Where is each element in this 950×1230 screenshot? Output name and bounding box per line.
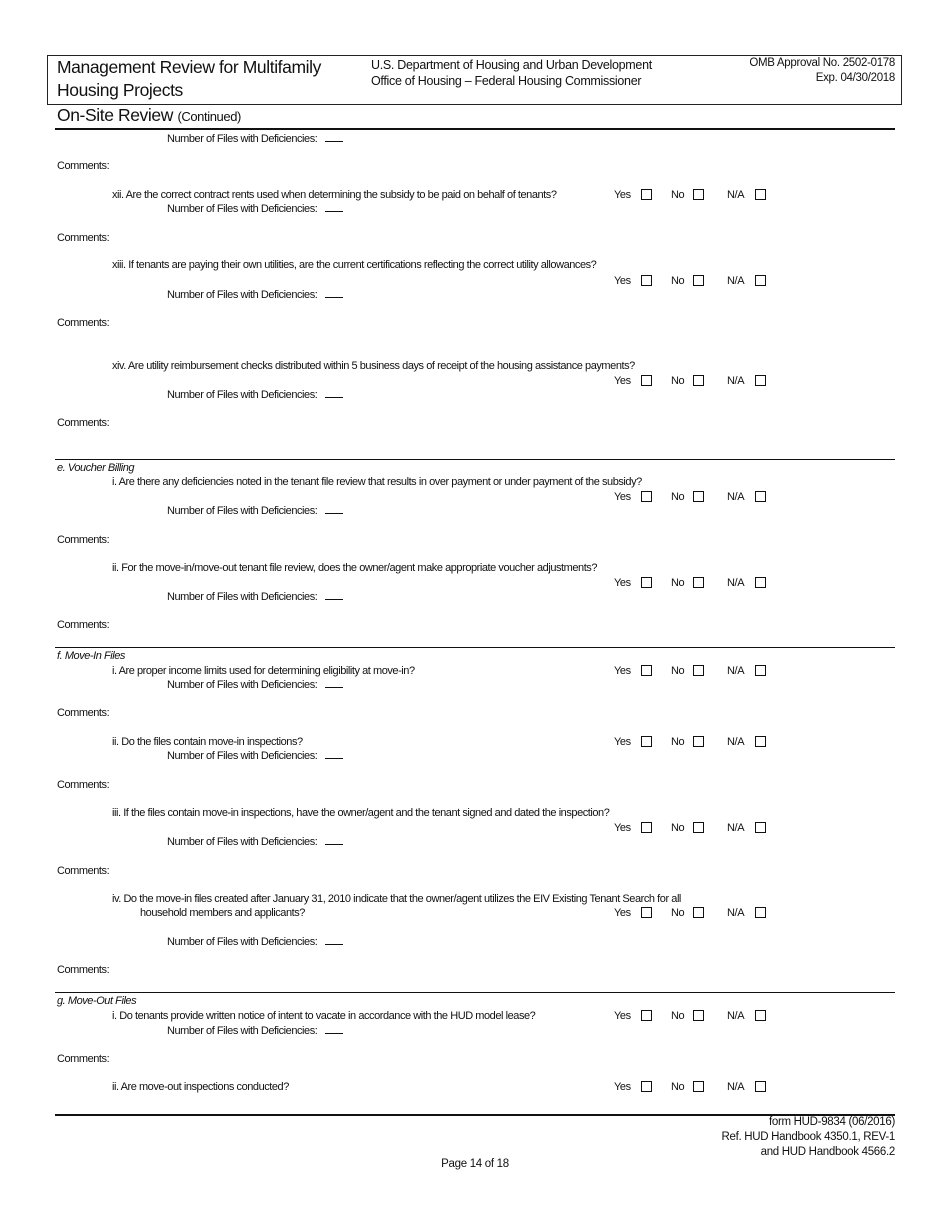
deficiency-count-field[interactable] bbox=[325, 202, 343, 212]
checkbox-yes[interactable] bbox=[641, 189, 652, 200]
answer-label-na: N/A bbox=[727, 189, 745, 201]
question-text: i. Do tenants provide written notice of intent to vacate in accordance with the HUD model lease? bbox=[112, 1010, 536, 1022]
deficiency-count-label: Number of Files with Deficiencies: bbox=[167, 289, 318, 301]
form-number: form HUD-9834 (06/2016) bbox=[768, 1116, 895, 1128]
checkbox-yes[interactable] bbox=[641, 1081, 652, 1092]
answer-label-no: No bbox=[671, 577, 685, 589]
dept-line-1: U.S. Department of Housing and Urban Development bbox=[371, 58, 652, 72]
question-text: ii. For the move-in/move-out tenant file review, does the owner/agent make appropriate voucher adjustments? bbox=[112, 562, 598, 574]
deficiency-count-field[interactable] bbox=[325, 678, 343, 688]
checkbox-no[interactable] bbox=[693, 275, 704, 286]
checkbox-no[interactable] bbox=[693, 907, 704, 918]
checkbox-yes[interactable] bbox=[641, 822, 652, 833]
checkbox-na[interactable] bbox=[755, 1010, 766, 1021]
question-text: iii. If the files contain move-in inspections, have the owner/agent and the tenant signed and dated the inspection? bbox=[112, 807, 610, 819]
omb-number: OMB Approval No. 2502-0178 bbox=[749, 57, 895, 69]
deficiency-count-row bbox=[167, 388, 343, 402]
answer-label-na: N/A bbox=[727, 822, 745, 834]
checkbox-yes[interactable] bbox=[641, 907, 652, 918]
subsection-heading: g. Move-Out Files bbox=[57, 995, 137, 1007]
answer-label-no: No bbox=[671, 189, 685, 201]
checkbox-yes[interactable] bbox=[641, 736, 652, 747]
checkbox-na[interactable] bbox=[755, 189, 766, 200]
checkbox-na[interactable] bbox=[755, 491, 766, 502]
form-reference bbox=[721, 1115, 895, 1160]
answer-label-yes: Yes bbox=[614, 907, 631, 919]
question-text: i. Are there any deficiencies noted in the tenant file review that results in over payment or under payment of the subsidy? bbox=[112, 476, 642, 488]
answer-label-na: N/A bbox=[727, 491, 745, 503]
checkbox-no[interactable] bbox=[693, 1010, 704, 1021]
answer-label-yes: Yes bbox=[614, 736, 631, 748]
comments-label: Comments: bbox=[57, 619, 110, 631]
answer-label-no: No bbox=[671, 1081, 685, 1093]
section-divider bbox=[55, 459, 895, 460]
answer-label-no: No bbox=[671, 736, 685, 748]
comments-label: Comments: bbox=[57, 779, 110, 791]
deficiency-count-label: Number of Files with Deficiencies: bbox=[167, 936, 318, 948]
section-name: On-Site Review bbox=[57, 105, 173, 125]
deficiency-count-label: Number of Files with Deficiencies: bbox=[167, 679, 318, 691]
deficiency-count-label: Number of Files with Deficiencies: bbox=[167, 836, 318, 848]
comments-label: Comments: bbox=[57, 417, 110, 429]
comments-label: Comments: bbox=[57, 1053, 110, 1065]
deficiency-count-field[interactable] bbox=[325, 835, 343, 845]
page-number: Page 14 of 18 bbox=[441, 1158, 509, 1170]
comments-label: Comments: bbox=[57, 160, 110, 172]
checkbox-yes[interactable] bbox=[641, 375, 652, 386]
answer-label-yes: Yes bbox=[614, 577, 631, 589]
deficiency-count-label: Number of Files with Deficiencies: bbox=[167, 1025, 318, 1037]
deficiency-count-label: Number of Files with Deficiencies: bbox=[167, 750, 318, 762]
checkbox-no[interactable] bbox=[693, 189, 704, 200]
deficiency-count-row bbox=[167, 590, 343, 604]
department bbox=[371, 57, 652, 89]
question-text: xii. Are the correct contract rents used when determining the subsidy to be paid on behalf of tenants? bbox=[112, 189, 557, 201]
dept-line-2: Office of Housing – Federal Housing Commissioner bbox=[371, 74, 642, 88]
section-divider bbox=[55, 992, 895, 993]
answer-label-yes: Yes bbox=[614, 665, 631, 677]
deficiency-count-label: Number of Files with Deficiencies: bbox=[167, 133, 318, 145]
comments-label: Comments: bbox=[57, 865, 110, 877]
checkbox-no[interactable] bbox=[693, 736, 704, 747]
question-text-continued: household members and applicants? bbox=[140, 907, 305, 919]
checkbox-na[interactable] bbox=[755, 275, 766, 286]
answer-label-na: N/A bbox=[727, 375, 745, 387]
checkbox-yes[interactable] bbox=[641, 275, 652, 286]
checkbox-no[interactable] bbox=[693, 665, 704, 676]
checkbox-na[interactable] bbox=[755, 736, 766, 747]
question-text: xiii. If tenants are paying their own utilities, are the current certifications reflecting the correct utility allowances? bbox=[112, 259, 597, 271]
question-text: xiv. Are utility reimbursement checks distributed within 5 business days of receipt of the housing assistance payments? bbox=[112, 360, 635, 372]
section-rule bbox=[55, 128, 895, 130]
deficiency-count-field[interactable] bbox=[325, 388, 343, 398]
answer-label-na: N/A bbox=[727, 577, 745, 589]
checkbox-na[interactable] bbox=[755, 907, 766, 918]
section-suffix: (Continued) bbox=[177, 109, 241, 124]
answer-label-yes: Yes bbox=[614, 491, 631, 503]
deficiency-count-field[interactable] bbox=[325, 749, 343, 759]
answer-label-na: N/A bbox=[727, 665, 745, 677]
question-text: ii. Do the files contain move-in inspections? bbox=[112, 736, 303, 748]
comments-label: Comments: bbox=[57, 232, 110, 244]
answer-label-yes: Yes bbox=[614, 822, 631, 834]
answer-label-no: No bbox=[671, 375, 685, 387]
deficiency-count-field[interactable] bbox=[325, 132, 343, 142]
answer-label-no: No bbox=[671, 907, 685, 919]
omb-expiration: Exp. 04/30/2018 bbox=[815, 72, 895, 84]
answer-label-yes: Yes bbox=[614, 375, 631, 387]
deficiency-count-field[interactable] bbox=[325, 504, 343, 514]
deficiency-count-label: Number of Files with Deficiencies: bbox=[167, 591, 318, 603]
comments-label: Comments: bbox=[57, 964, 110, 976]
answer-label-na: N/A bbox=[727, 1081, 745, 1093]
answer-label-no: No bbox=[671, 1010, 685, 1022]
title-line-2: Housing Projects bbox=[57, 80, 183, 100]
deficiency-count-row bbox=[167, 202, 343, 216]
comments-label: Comments: bbox=[57, 707, 110, 719]
section-divider bbox=[55, 647, 895, 648]
checkbox-no[interactable] bbox=[693, 491, 704, 502]
answer-label-yes: Yes bbox=[614, 189, 631, 201]
answer-label-na: N/A bbox=[727, 1010, 745, 1022]
checkbox-yes[interactable] bbox=[641, 1010, 652, 1021]
deficiency-count-label: Number of Files with Deficiencies: bbox=[167, 505, 318, 517]
title-line-1: Management Review for Multifamily bbox=[57, 57, 321, 77]
subsection-heading: e. Voucher Billing bbox=[57, 462, 135, 474]
deficiency-count-row bbox=[167, 288, 343, 302]
answer-label-na: N/A bbox=[727, 275, 745, 287]
answer-label-yes: Yes bbox=[614, 1010, 631, 1022]
checkbox-na[interactable] bbox=[755, 577, 766, 588]
answer-label-yes: Yes bbox=[614, 1081, 631, 1093]
checkbox-na[interactable] bbox=[755, 1081, 766, 1092]
answer-label-no: No bbox=[671, 275, 685, 287]
deficiency-count-row bbox=[167, 1024, 343, 1038]
comments-label: Comments: bbox=[57, 317, 110, 329]
deficiency-count-field[interactable] bbox=[325, 935, 343, 945]
deficiency-count-label: Number of Files with Deficiencies: bbox=[167, 203, 318, 215]
handbook-ref-2: and HUD Handbook 4566.2 bbox=[760, 1146, 895, 1158]
question-text: i. Are proper income limits used for determining eligibility at move-in? bbox=[112, 665, 415, 677]
question-text: iv. Do the move-in files created after January 31, 2010 indicate that the owner/agent utilizes the EIV Existing Tenant Search for all bbox=[112, 893, 681, 905]
answer-label-na: N/A bbox=[727, 907, 745, 919]
deficiency-count-field[interactable] bbox=[325, 590, 343, 600]
subsection-heading: f. Move-In Files bbox=[57, 650, 125, 662]
deficiency-count-row bbox=[167, 678, 343, 692]
answer-label-no: No bbox=[671, 491, 685, 503]
checkbox-na[interactable] bbox=[755, 375, 766, 386]
deficiency-count-field[interactable] bbox=[325, 288, 343, 298]
deficiency-count-row bbox=[167, 504, 343, 518]
section-title bbox=[57, 105, 241, 126]
checkbox-no[interactable] bbox=[693, 375, 704, 386]
answer-label-na: N/A bbox=[727, 736, 745, 748]
checkbox-yes[interactable] bbox=[641, 577, 652, 588]
omb-approval bbox=[749, 56, 895, 86]
answer-label-no: No bbox=[671, 822, 685, 834]
comments-label: Comments: bbox=[57, 534, 110, 546]
checkbox-no[interactable] bbox=[693, 577, 704, 588]
answer-label-no: No bbox=[671, 665, 685, 677]
deficiency-count-row bbox=[167, 132, 343, 146]
checkbox-no[interactable] bbox=[693, 822, 704, 833]
deficiency-count-row bbox=[167, 835, 343, 849]
deficiency-count-row bbox=[167, 749, 343, 763]
checkbox-na[interactable] bbox=[755, 822, 766, 833]
handbook-ref-1: Ref. HUD Handbook 4350.1, REV-1 bbox=[721, 1131, 895, 1143]
checkbox-na[interactable] bbox=[755, 665, 766, 676]
answer-label-yes: Yes bbox=[614, 275, 631, 287]
deficiency-count-label: Number of Files with Deficiencies: bbox=[167, 389, 318, 401]
deficiency-count-row bbox=[167, 935, 343, 949]
checkbox-yes[interactable] bbox=[641, 491, 652, 502]
deficiency-count-field[interactable] bbox=[325, 1024, 343, 1034]
checkbox-no[interactable] bbox=[693, 1081, 704, 1092]
form-title bbox=[57, 56, 321, 102]
checkbox-yes[interactable] bbox=[641, 665, 652, 676]
question-text: ii. Are move-out inspections conducted? bbox=[112, 1081, 289, 1093]
